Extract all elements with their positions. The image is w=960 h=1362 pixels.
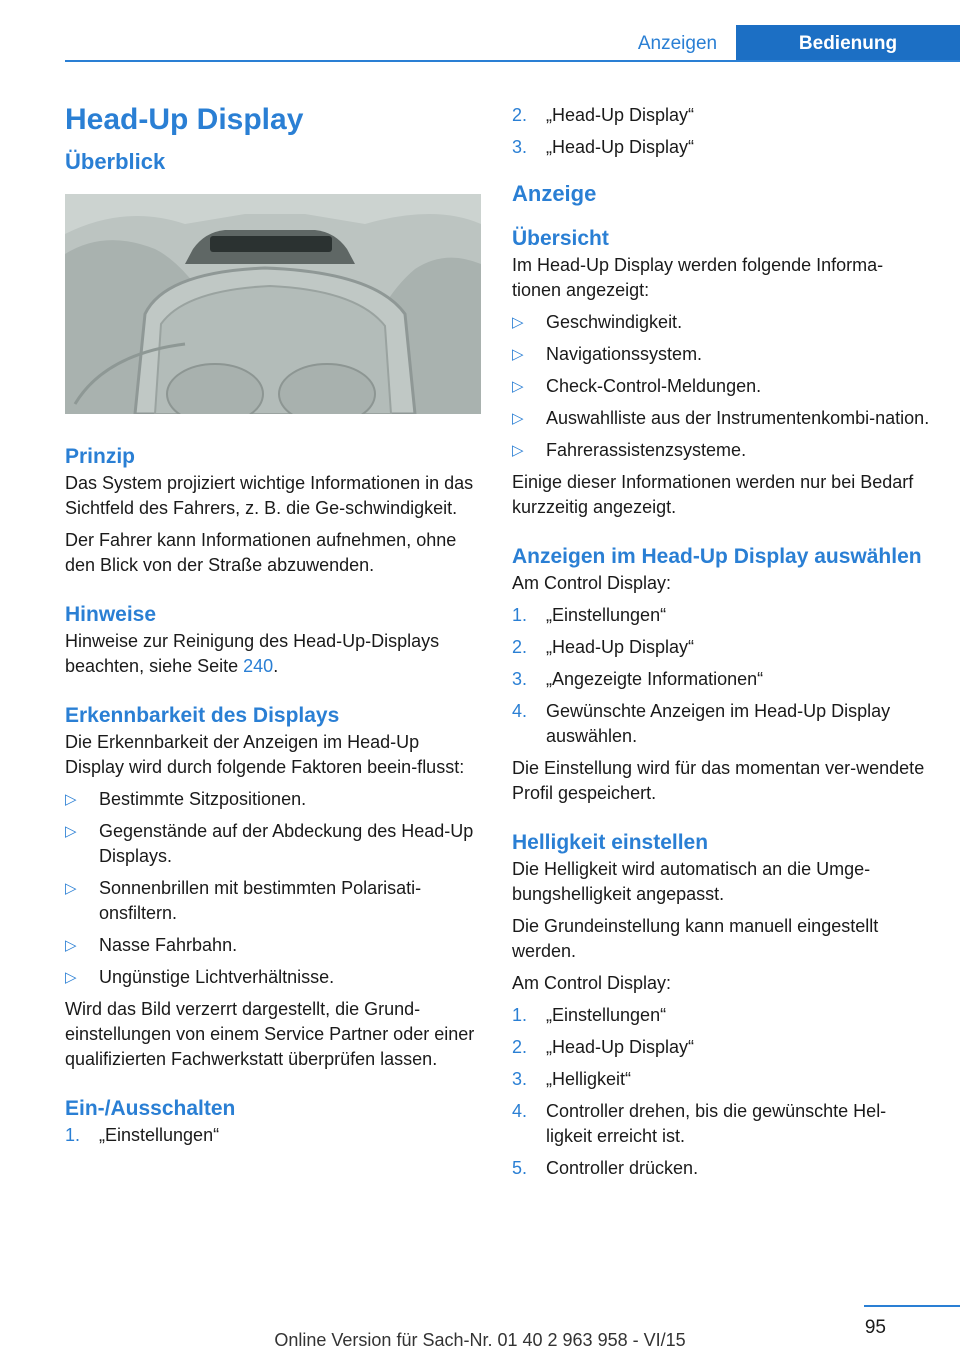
- erkennbarkeit-list: [65, 787, 483, 990]
- list-item: ▷ Geschwindigkeit.: [512, 310, 932, 335]
- list-item: ▷ Navigationssystem.: [512, 342, 932, 367]
- list-item: ▷ Sonnenbrillen mit bestimmten Polarisati‐onsfiltern.: [65, 878, 422, 923]
- left-column: [65, 92, 483, 1155]
- triangle-bullet-icon: ▷: [512, 378, 524, 395]
- section-heading-hinweise: Hinweise: [65, 603, 157, 626]
- footer-rule: [864, 1305, 960, 1307]
- helligkeit-text-2: Die Grundeinstellung kann manuell eingestellt werden.: [512, 916, 879, 961]
- triangle-bullet-icon: ▷: [512, 442, 524, 459]
- list-item: 2. „Head-Up Display“: [512, 105, 695, 125]
- list-item: 3. „Helligkeit“: [512, 1069, 632, 1089]
- helligkeit-text-1: Die Helligkeit wird automatisch an die Umge‐bungshelligkeit angepasst.: [512, 859, 871, 904]
- triangle-bullet-icon: ▷: [65, 880, 77, 897]
- list-item: 1. „Einstellungen“: [512, 605, 667, 625]
- triangle-bullet-icon: ▷: [65, 791, 77, 808]
- head-up-display-illustration: [65, 194, 481, 414]
- triangle-bullet-icon: ▷: [65, 937, 77, 954]
- list-item: 2. „Head-Up Display“: [512, 1037, 695, 1057]
- ein-aus-steps-continued: [512, 103, 932, 160]
- list-item: 5. Controller drücken.: [512, 1158, 699, 1178]
- list-item: ▷ Nasse Fahrbahn.: [65, 933, 483, 958]
- footer-version-text: Online Version für Sach-Nr. 01 40 2 963 958 - VI/15: [274, 1330, 686, 1350]
- uebersicht-intro: Im Head-Up Display werden folgende Informa‐tionen angezeigt:: [512, 255, 884, 300]
- section-heading-anzeige: Anzeige: [512, 181, 597, 206]
- list-item: 4. Controller drehen, bis die gewünschte Hel‐ligkeit erreicht ist.: [512, 1101, 887, 1146]
- auswaehlen-intro: Am Control Display:: [512, 573, 672, 593]
- page-number: 95: [864, 1317, 886, 1338]
- list-item: ▷ Ungünstige Lichtverhältnisse.: [65, 965, 483, 990]
- list-item: ▷ Check-Control-Meldungen.: [512, 374, 932, 399]
- hinweise-text: Hinweise zur Reinigung des Head-Up-Displays beachten, siehe Seite 240.: [65, 631, 440, 676]
- section-heading-anzeigen-auswaehlen: Anzeigen im Head-Up Display auswählen: [512, 545, 922, 568]
- section-heading-ueberblick: Überblick: [65, 149, 166, 174]
- list-item: 3. „Angezeigte Informationen“: [512, 669, 764, 689]
- list-item: 3. „Head-Up Display“: [512, 137, 695, 157]
- prinzip-text-1: Das System projiziert wichtige Informationen in das Sichtfeld des Fahrers, z. B. die Ge‐schwindigkeit.: [65, 473, 474, 518]
- list-item: ▷ Gegenstände auf der Abdeckung des Head-Up Displays.: [65, 821, 474, 866]
- page-title: Head-Up Display: [65, 103, 304, 136]
- triangle-bullet-icon: ▷: [65, 823, 77, 840]
- right-column: [512, 92, 932, 1188]
- helligkeit-intro: Am Control Display:: [512, 973, 672, 993]
- section-heading-ein-ausschalten: Ein-/Ausschalten: [65, 1097, 236, 1120]
- list-item: 1. „Einstellungen“: [512, 1005, 667, 1025]
- section-heading-prinzip: Prinzip: [65, 445, 136, 468]
- header-tab-bedienung: Bedienung: [736, 25, 960, 62]
- header-tab-anzeigen: Anzeigen: [637, 33, 718, 54]
- list-item: 1. „Einstellungen“: [65, 1125, 220, 1145]
- list-item: 2. „Head-Up Display“: [512, 637, 695, 657]
- auswaehlen-outro: Die Einstellung wird für das momentan ver‐wendete Profil gespeichert.: [512, 758, 925, 803]
- uebersicht-list: [512, 310, 932, 463]
- prinzip-text-2: Der Fahrer kann Informationen aufnehmen, ohne den Blick von der Straße abzuwenden.: [65, 530, 457, 575]
- uebersicht-outro: Einige dieser Informationen werden nur bei Bedarf kurzzeitig angezeigt.: [512, 472, 914, 517]
- erkennbarkeit-intro: Die Erkennbarkeit der Anzeigen im Head-Up Display wird durch folgende Faktoren beein‐flusst:: [65, 732, 465, 777]
- list-item: ▷ Auswahlliste aus der Instrumentenkombi‐nation.: [512, 406, 932, 431]
- triangle-bullet-icon: ▷: [65, 969, 77, 986]
- list-item: 4. Gewünschte Anzeigen im Head-Up Display auswählen.: [512, 701, 891, 746]
- ein-aus-steps: [65, 1123, 483, 1148]
- section-heading-uebersicht: Übersicht: [512, 227, 609, 250]
- auswaehlen-steps: [512, 603, 932, 749]
- section-heading-helligkeit: Helligkeit einstellen: [512, 831, 709, 854]
- triangle-bullet-icon: ▷: [512, 346, 524, 363]
- helligkeit-steps: [512, 1003, 932, 1181]
- triangle-bullet-icon: ▷: [512, 410, 524, 427]
- erkennbarkeit-outro: Wird das Bild verzerrt dargestellt, die Grund‐einstellungen von einem Service Partner oder einer qualifizierten Fachwerkstatt überprüfen lassen.: [65, 999, 475, 1069]
- page-240-link[interactable]: 240: [243, 656, 274, 676]
- header-rule: [65, 60, 960, 62]
- list-item: ▷ Fahrerassistenzsysteme.: [512, 438, 932, 463]
- list-item: ▷ Bestimmte Sitzpositionen.: [65, 787, 483, 812]
- section-heading-erkennbarkeit: Erkennbarkeit des Displays: [65, 704, 340, 727]
- triangle-bullet-icon: ▷: [512, 314, 524, 331]
